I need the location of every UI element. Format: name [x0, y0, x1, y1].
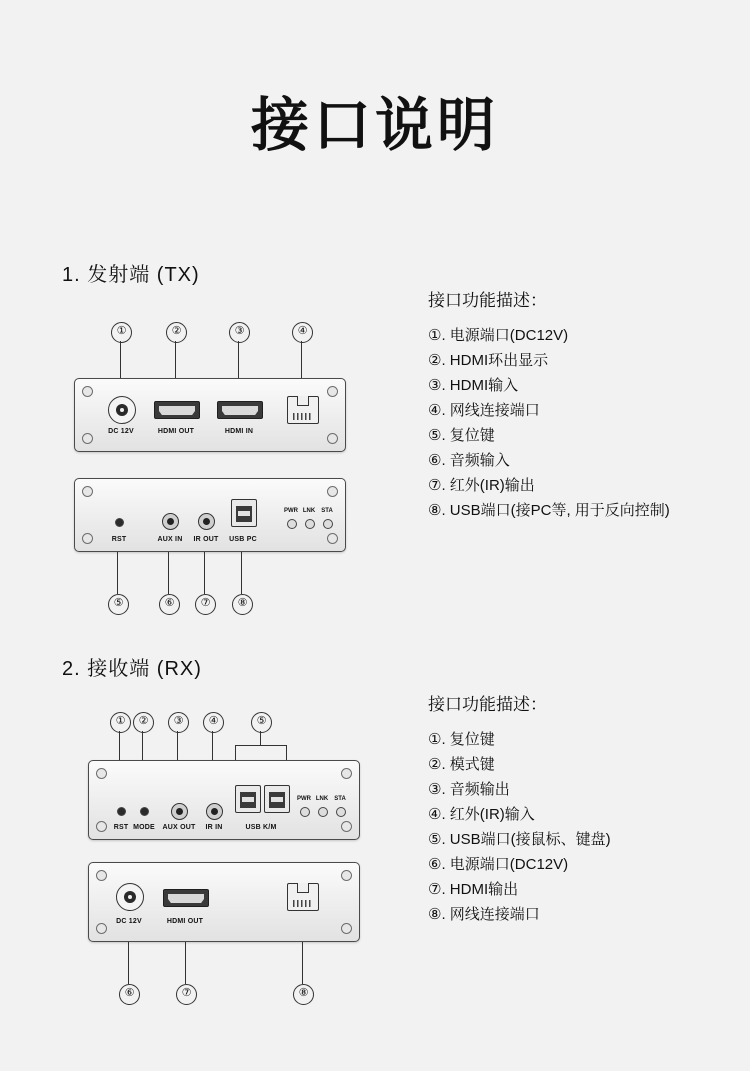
sta-led-icon [323, 519, 333, 529]
rx-desc-item: ②. 模式键 [428, 756, 495, 773]
rx-front-port-label: IR IN [205, 824, 223, 831]
dc-power-jack-icon [108, 396, 136, 424]
rx-desc-item: ④. 红外(IR)输入 [428, 806, 535, 823]
rx-front-port-label: RST [113, 824, 129, 831]
tx-desc-item: ⑧. USB端口(接PC等, 用于反向控制) [428, 502, 670, 519]
rx-front-port-label: AUX OUT [162, 824, 196, 831]
rx-rear-leader-7 [185, 942, 186, 984]
tx-desc-item: ⑤. 复位键 [428, 427, 495, 444]
screw-icon [341, 870, 352, 881]
rx-description-block [428, 692, 611, 927]
tx-description-block [428, 288, 670, 523]
tx-front-callout-3: ③ [229, 322, 250, 343]
rx-rear-callout-7: ⑦ [176, 984, 197, 1005]
lnk-led-icon [305, 519, 315, 529]
dc-power-jack-icon [116, 883, 144, 911]
rx-rear-callout-8: ⑧ [293, 984, 314, 1005]
screw-icon [96, 768, 107, 779]
pwr-led-icon [287, 519, 297, 529]
rx-desc-item: ⑧. 网线连接端口 [428, 906, 540, 923]
rx-led-label: STA [334, 796, 346, 802]
rx-rear-port-label: DC 12V [116, 918, 142, 925]
mode-button-icon [140, 807, 149, 816]
tx-section-heading: 1. 发射端 (TX) [62, 264, 200, 286]
rj45-pins [293, 413, 311, 420]
rx-front-callout-1: ① [110, 712, 131, 733]
tx-led-label: PWR [284, 508, 298, 514]
tx-led-label: LNK [302, 508, 316, 514]
hdmi-out-port-icon [154, 401, 200, 419]
reset-pinhole-icon [117, 807, 126, 816]
rx-front-callout-5: ⑤ [251, 712, 272, 733]
tx-desc-item: ①. 电源端口(DC12V) [428, 327, 569, 344]
rx-front-callout-2: ② [133, 712, 154, 733]
tx-desc-item: ④. 网线连接端口 [428, 402, 540, 419]
rx-rear-leader-8 [302, 942, 303, 984]
aux-in-jack-icon [162, 513, 179, 530]
screw-icon [341, 768, 352, 779]
tx-rear-port-label: AUX IN [157, 536, 183, 543]
tx-desc-title: 接口功能描述： [428, 291, 547, 310]
tx-desc-item: ⑦. 红外(IR)输出 [428, 477, 535, 494]
tx-front-port-label: DC 12V [108, 428, 134, 435]
tx-rear-port-label: USB PC [229, 536, 257, 543]
tx-rear-leader-8 [241, 552, 242, 594]
tx-rear-leader-6 [168, 552, 169, 594]
rx-desc-title: 接口功能描述： [428, 695, 547, 714]
rx-front-callout-3: ③ [168, 712, 189, 733]
tx-rear-callout-5: ⑤ [108, 594, 129, 615]
rx-desc-item: ①. 复位键 [428, 731, 495, 748]
rx-front-port-label: MODE [133, 824, 155, 831]
screw-icon [327, 433, 338, 444]
screw-icon [341, 821, 352, 832]
tx-rear-callout-6: ⑥ [159, 594, 180, 615]
tx-desc-item: ⑥. 音频输入 [428, 452, 510, 469]
tx-front-panel [74, 378, 346, 452]
rx-front-port-label: USB K/M [245, 824, 277, 831]
tx-rear-callout-7: ⑦ [195, 594, 216, 615]
tx-rear-leader-5 [117, 552, 118, 594]
screw-icon [327, 386, 338, 397]
screw-icon [82, 486, 93, 497]
ir-out-jack-icon [198, 513, 215, 530]
rj45-pins [293, 900, 311, 907]
tx-rear-port-label: IR OUT [193, 536, 219, 543]
tx-rear-callout-8: ⑧ [232, 594, 253, 615]
screw-icon [96, 923, 107, 934]
tx-rear-port-label: RST [111, 536, 127, 543]
rx-front-leader-5 [260, 731, 261, 745]
ir-in-jack-icon [206, 803, 223, 820]
screw-icon [96, 821, 107, 832]
rx-led-label: LNK [315, 796, 329, 802]
usb-km-port-icon [264, 785, 290, 813]
rx-front-panel [88, 760, 360, 840]
tx-desc-item: ③. HDMI输入 [428, 377, 519, 394]
screw-icon [327, 533, 338, 544]
sta-led-icon [336, 807, 346, 817]
tx-front-callout-1: ① [111, 322, 132, 343]
page-title: 接口说明 [250, 93, 499, 158]
rx-led-label: PWR [297, 796, 311, 802]
screw-icon [327, 486, 338, 497]
tx-front-callout-4: ④ [292, 322, 313, 343]
tx-front-port-label: HDMI IN [224, 428, 254, 435]
rx-rear-panel [88, 862, 360, 942]
tx-led-label: STA [321, 508, 333, 514]
rj45-port-icon [287, 396, 319, 424]
hdmi-out-port-icon [163, 889, 209, 907]
rx-rear-port-label: HDMI OUT [166, 918, 204, 925]
rx-desc-item: ⑦. HDMI输出 [428, 881, 519, 898]
rx-desc-item: ③. 音频输出 [428, 781, 510, 798]
aux-out-jack-icon [171, 803, 188, 820]
screw-icon [82, 533, 93, 544]
rx-rear-callout-6: ⑥ [119, 984, 140, 1005]
screw-icon [82, 433, 93, 444]
hdmi-in-port-icon [217, 401, 263, 419]
rx-front-callout-4: ④ [203, 712, 224, 733]
tx-front-port-label: HDMI OUT [157, 428, 195, 435]
rx-rear-leader-6 [128, 942, 129, 984]
pwr-led-icon [300, 807, 310, 817]
lnk-led-icon [318, 807, 328, 817]
tx-front-leader-1 [120, 341, 121, 381]
tx-front-callout-2: ② [166, 322, 187, 343]
usb-km-port-icon [235, 785, 261, 813]
screw-icon [341, 923, 352, 934]
usb-pc-port-icon [231, 499, 257, 527]
rx-desc-item: ⑤. USB端口(接鼠标、键盘) [428, 831, 611, 848]
rj45-port-icon [287, 883, 319, 911]
tx-desc-item: ②. HDMI环出显示 [428, 352, 549, 369]
tx-rear-leader-7 [204, 552, 205, 594]
screw-icon [82, 386, 93, 397]
tx-rear-panel [74, 478, 346, 552]
reset-pinhole-icon [115, 518, 124, 527]
rx-desc-item: ⑥. 电源端口(DC12V) [428, 856, 569, 873]
rx-section-heading: 2. 接收端 (RX) [62, 658, 202, 680]
screw-icon [96, 870, 107, 881]
